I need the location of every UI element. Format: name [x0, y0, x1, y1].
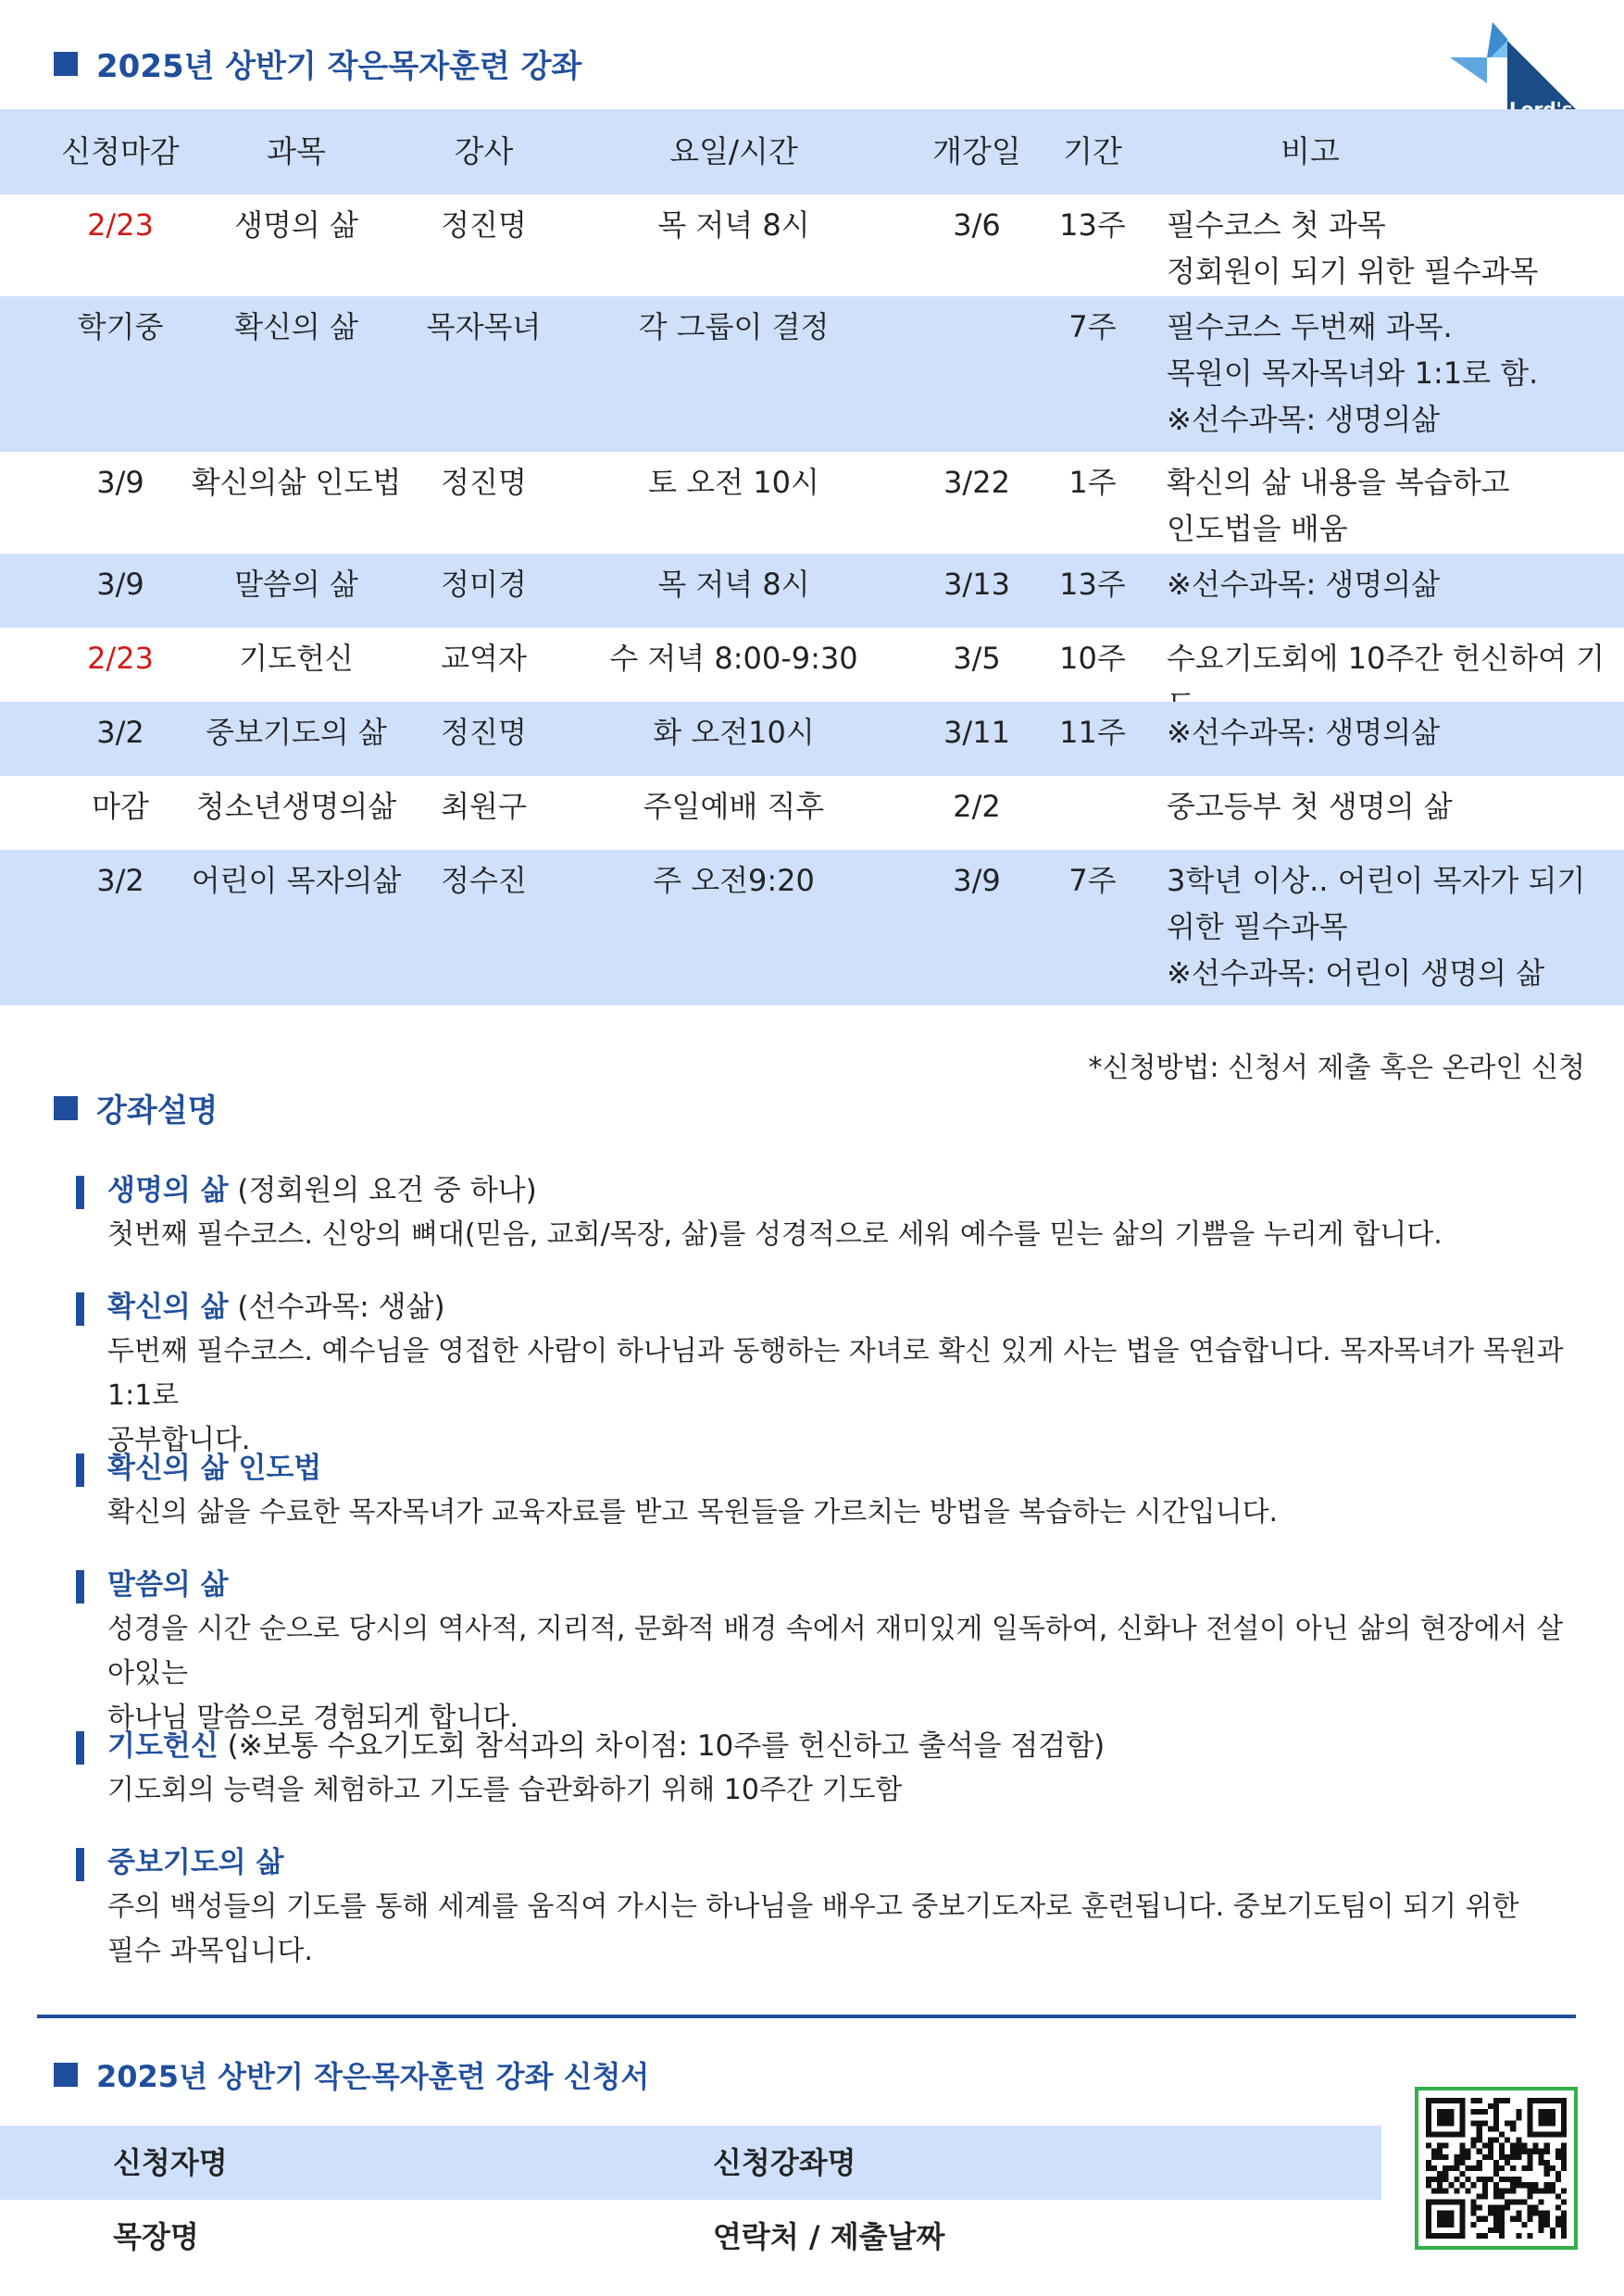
deadline-cell: 3/2: [96, 715, 144, 750]
teacher-cell: 교역자: [441, 641, 527, 676]
deadline-cell: 3/9: [96, 567, 144, 602]
time-cell: 주 오전9:20: [653, 863, 815, 898]
bullet-bar-icon: [76, 1848, 84, 1881]
application-form: [0, 2126, 1381, 2274]
course-name: 기도헌신: [107, 1729, 219, 1763]
table-row: [0, 776, 1624, 850]
description-line: 성경을 시간 순으로 당시의 역사적, 지리적, 문화적 배경 속에서 재미있게 일독하여, 신화나 전설이 아닌 삶의 현장에서 살아있는: [107, 1613, 1564, 1690]
teacher-cell: 정진명: [441, 207, 527, 243]
section-title-application: [54, 2053, 649, 2096]
course-cell: 확신의 삶: [234, 309, 358, 344]
note-line: 위한 필수과목: [1167, 909, 1348, 944]
course-name: 확신의 삶 인도법: [107, 1452, 322, 1485]
time-cell: 주일예배 직후: [643, 789, 825, 824]
course-cell: 기도헌신: [239, 641, 354, 676]
note-line: ※선수과목: 생명의삶: [1167, 715, 1441, 750]
note-cell: [1167, 304, 1620, 443]
note-line: 확신의 삶 내용을 복습하고: [1167, 465, 1510, 500]
header-note: 비고: [1280, 133, 1340, 169]
start-date-cell: 3/22: [943, 465, 1010, 500]
teacher-cell: 정진명: [441, 715, 527, 750]
table-row: [0, 296, 1624, 452]
deadline-cell: 2/23: [87, 641, 154, 676]
deadline-cell: 2/23: [87, 207, 154, 243]
note-line: 중고등부 첫 생명의 삶: [1167, 789, 1453, 824]
square-bullet-icon: [54, 2063, 78, 2087]
table-row: [0, 702, 1624, 776]
table-row: [0, 850, 1624, 1005]
description-line: 하나님 말씀으로 경험되게 합니다.: [107, 1702, 518, 1734]
note-line: 수요기도회에 10주간 헌신하여 기: [1167, 641, 1605, 676]
section-title-text: 2025년 상반기 작은목자훈련 강좌: [96, 48, 582, 85]
table-row: [0, 554, 1624, 628]
description-line: 주의 백성들의 기도를 통해 세계를 움직여 가시는 하나님을 배우고 중보기도자로 훈련됩니다. 중보기도팀이 되기 위한: [107, 1890, 1519, 1923]
teacher-cell: 정미경: [441, 567, 527, 602]
section-title-text: 2025년 상반기 작은목자훈련 강좌 신청서: [96, 2059, 650, 2094]
course-remark: (선수과목: 생삶): [228, 1291, 445, 1324]
course-description: [76, 1285, 1585, 1463]
course-cell: 말씀의 삶: [234, 567, 358, 602]
deadline-cell: 학기중: [77, 309, 164, 344]
course-description: [76, 1446, 1585, 1535]
note-line: 인도법을 배움: [1167, 511, 1348, 546]
description-line: 필수 과목입니다.: [107, 1935, 313, 1967]
course-name: 생명의 삶: [107, 1174, 229, 1207]
note-line: 정회원이 되기 위한 필수과목: [1167, 254, 1539, 289]
table-row: [0, 452, 1624, 554]
course-name: 확신의 삶: [107, 1291, 229, 1324]
divider: [37, 2015, 1576, 2018]
note-line: 필수코스 첫 과목: [1167, 207, 1386, 243]
section-title-schedule: [54, 41, 581, 86]
duration-cell: 10주: [1059, 641, 1126, 676]
bullet-bar-icon: [76, 1292, 84, 1326]
applicant-name-label: 신청자명: [113, 2145, 228, 2180]
course-name-label: 신청강좌명: [713, 2145, 856, 2180]
mokjang-name-label: 목장명: [113, 2219, 199, 2254]
description-heading: [107, 1446, 1585, 1491]
description-line: 기도회의 능력을 체험하고 기도를 습관화하기 위해 10주간 기도함: [107, 1774, 903, 1806]
teacher-cell: 최원구: [441, 789, 527, 824]
qr-code-icon[interactable]: [1415, 2087, 1578, 2250]
start-date-cell: 3/11: [943, 715, 1010, 750]
course-name: 말씀의 삶: [107, 1568, 229, 1602]
note-line: 필수코스 두번째 과목.: [1167, 309, 1453, 344]
time-cell: 목 저녁 8시: [657, 567, 810, 602]
start-date-cell: 2/2: [953, 789, 1001, 824]
duration-cell: 11주: [1059, 715, 1126, 750]
square-bullet-icon: [54, 1096, 78, 1120]
time-cell: 수 저녁 8:00-9:30: [609, 641, 858, 676]
note-line: ※선수과목: 생명의삶: [1167, 567, 1441, 602]
description-heading: [107, 1168, 1585, 1213]
course-cell: 생명의 삶: [234, 207, 358, 243]
teacher-cell: 정수진: [441, 863, 527, 898]
course-remark: (정회원의 요건 중 하나): [228, 1174, 537, 1207]
deadline-cell: 3/2: [96, 863, 144, 898]
course-schedule-table: [0, 109, 1624, 1005]
note-line: ※선수과목: 생명의삶: [1167, 402, 1441, 437]
teacher-cell: 목자목녀: [426, 309, 542, 344]
bullet-bar-icon: [76, 1731, 84, 1765]
note-line: 3학년 이상.. 어린이 목자가 되기: [1167, 863, 1586, 898]
course-description: [76, 1563, 1585, 1741]
note-cell: [1167, 202, 1620, 294]
teacher-cell: 정진명: [441, 465, 527, 500]
duration-cell: 13주: [1059, 207, 1126, 243]
duration-cell: 7주: [1068, 863, 1117, 898]
description-line: 첫번째 필수코스. 신앙의 뼈대(믿음, 교회/목장, 삶)를 성경적으로 세워 예수를 믿는 삶의 기쁨을 누리게 합니다.: [107, 1218, 1443, 1251]
header-time: 요일/시간: [669, 133, 798, 169]
bullet-bar-icon: [76, 1176, 84, 1209]
table-header-row: [0, 109, 1624, 194]
start-date-cell: 3/6: [953, 207, 1001, 243]
bullet-bar-icon: [76, 1570, 84, 1603]
table-row: [0, 194, 1624, 296]
section-title-descriptions: [54, 1085, 218, 1130]
description-heading: [107, 1563, 1585, 1607]
course-cell: 청소년생명의삶: [195, 789, 397, 824]
course-description: [76, 1841, 1585, 1974]
deadline-cell: 마감: [92, 789, 149, 824]
time-cell: 각 그룹이 결정: [638, 309, 830, 344]
note-cell: [1167, 857, 1620, 996]
square-bullet-icon: [54, 52, 78, 76]
course-name: 중보기도의 삶: [107, 1846, 284, 1879]
course-description: [76, 1168, 1585, 1257]
description-line: 공부합니다.: [107, 1424, 251, 1456]
description-line: 두번째 필수코스. 예수님을 영접한 사람이 하나님과 동행하는 자녀로 확신 있게 사는 법을 연습합니다. 목자목녀가 목원과 1:1로: [107, 1335, 1564, 1412]
start-date-cell: 3/13: [943, 567, 1010, 602]
table-row: [0, 628, 1624, 702]
start-date-cell: 3/9: [953, 863, 1001, 898]
header-course: 과목: [267, 133, 326, 169]
header-duration: 기간: [1063, 133, 1122, 169]
form-row: [0, 2126, 1381, 2200]
note-line: 목원이 목자목녀와 1:1로 함.: [1167, 356, 1539, 391]
apply-method-note: *신청방법: 신청서 제출 혹은 온라인 신청: [1088, 1052, 1585, 1084]
note-cell: [1167, 561, 1620, 607]
duration-cell: 7주: [1068, 309, 1117, 344]
start-date-cell: 3/5: [953, 641, 1001, 676]
time-cell: 토 오전 10시: [648, 465, 819, 500]
header-deadline: 신청마감: [61, 133, 180, 169]
description-heading: [107, 1841, 1585, 1885]
note-cell: [1167, 459, 1620, 552]
time-cell: 화 오전10시: [653, 715, 815, 750]
note-cell: [1167, 709, 1620, 755]
header-teacher: 강사: [454, 133, 514, 169]
note-line: ※선수과목: 어린이 생명의 삶: [1167, 955, 1545, 991]
course-cell: 어린이 목자의삶: [191, 863, 402, 898]
course-remark: (※보통 수요기도회 참석과의 차이점: 10주를 헌신하고 출석을 점검함): [218, 1729, 1106, 1763]
duration-cell: 13주: [1059, 567, 1126, 602]
note-cell: [1167, 783, 1620, 830]
time-cell: 목 저녁 8시: [657, 207, 810, 243]
description-heading: [107, 1724, 1585, 1768]
deadline-cell: 3/9: [96, 465, 144, 500]
form-row: [0, 2200, 1381, 2274]
contact-date-label: 연락처 / 제출날짜: [713, 2219, 945, 2254]
duration-cell: 1주: [1068, 465, 1117, 500]
description-heading: [107, 1285, 1585, 1329]
course-cell: 확신의삶 인도법: [191, 465, 402, 500]
bullet-bar-icon: [76, 1454, 84, 1487]
description-line: 확신의 삶을 수료한 목자목녀가 교육자료를 받고 목원들을 가르치는 방법을 복습하는 시간입니다.: [107, 1496, 1279, 1529]
course-cell: 중보기도의 삶: [206, 715, 387, 750]
course-description: [76, 1724, 1585, 1813]
section-title-text: 강좌설명: [96, 1092, 219, 1129]
header-start-date: 개강일: [932, 133, 1021, 169]
